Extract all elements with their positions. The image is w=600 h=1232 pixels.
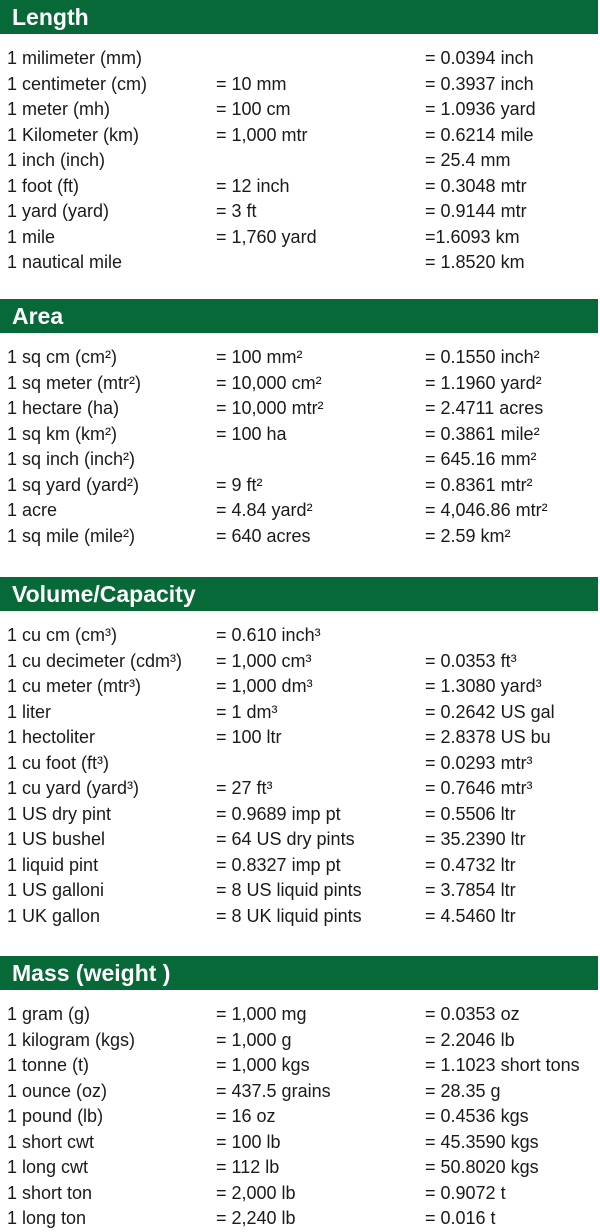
section-title: Mass (weight ) [0,956,598,990]
conversion-row [0,371,598,397]
conversion-list [0,345,598,549]
unit-equivalent: = 2,240 lb [216,1208,296,1228]
unit-conversion: = 3.7854 ltr [425,880,516,900]
unit-name: 1 UK gallon [7,905,101,926]
unit-equivalent: = 2,000 lb [216,1182,296,1203]
conversion-row [0,72,598,98]
unit-conversion: = 50.8020 kgs [425,1157,539,1177]
section-area [0,299,598,549]
conversion-row [0,853,598,879]
unit-equivalent: = 437.5 grains [216,1080,331,1101]
unit-equivalent: = 100 ltr [216,727,282,747]
conversion-row [0,1104,598,1130]
unit-conversion: = 45.3590 kgs [425,1131,539,1152]
unit-name: 1 cu yard (yard³) [7,778,140,798]
unit-conversion: = 0.5506 ltr [425,803,516,824]
unit-equivalent: = 27 ft³ [216,778,273,798]
unit-name: 1 milimeter (mm) [7,48,142,68]
unit-equivalent: = 12 inch [216,175,290,196]
conversion-row [0,447,598,473]
unit-name: 1 sq inch (inch²) [7,449,136,469]
unit-equivalent: = 100 mm² [216,347,303,367]
unit-conversion: = 0.4732 ltr [425,854,516,875]
conversion-list [0,1002,598,1232]
unit-conversion: = 25.4 mm [425,150,511,170]
unit-name: 1 sq mile (mile²) [7,525,136,546]
unit-equivalent: = 10,000 cm² [216,372,322,393]
conversion-row [0,1002,598,1028]
unit-equivalent: = 0.610 inch³ [216,625,321,645]
conversion-row [0,904,598,930]
unit-name: 1 cu meter (mtr³) [7,676,142,696]
unit-equivalent: = 1,000 mtr [216,124,308,145]
conversion-row [0,1028,598,1054]
unit-conversion: = 35.2390 ltr [425,829,526,849]
unit-equivalent: = 10,000 mtr² [216,398,324,418]
conversion-row [0,700,598,726]
section-length [0,0,598,276]
unit-name: 1 liquid pint [7,854,99,875]
unit-conversion: = 4.5460 ltr [425,905,516,926]
unit-conversion: = 0.0394 inch [425,48,534,68]
unit-conversion: = 0.9144 mtr [425,201,527,221]
unit-equivalent: = 10 mm [216,73,287,94]
unit-conversion: = 0.1550 inch² [425,347,540,367]
unit-conversion: = 0.9072 t [425,1182,506,1203]
unit-conversion: = 1.0936 yard [425,99,536,119]
unit-conversion: = 2.8378 US bu [425,727,551,747]
section-title: Length [0,0,598,34]
conversion-row [0,524,598,550]
unit-name: 1 cu decimeter (cdm³) [7,650,183,671]
unit-conversion: = 28.35 g [425,1080,501,1101]
unit-name: 1 sq cm (cm²) [7,347,117,367]
unit-conversion: = 0.0353 oz [425,1004,520,1024]
unit-equivalent: = 1,000 g [216,1029,292,1050]
unit-name: 1 hectoliter [7,727,96,747]
unit-conversion: = 0.4536 kgs [425,1106,529,1126]
unit-name: 1 US dry pint [7,803,112,824]
section-mass-weight [0,956,598,1232]
unit-equivalent: = 100 lb [216,1131,281,1152]
unit-equivalent: = 16 oz [216,1106,276,1126]
unit-name: 1 pound (lb) [7,1106,104,1126]
unit-name: 1 Kilometer (km) [7,124,140,145]
unit-name: 1 cu cm (cm³) [7,625,117,645]
unit-equivalent: = 8 US liquid pints [216,880,362,900]
unit-name: 1 short cwt [7,1131,95,1152]
conversion-row [0,250,598,276]
unit-equivalent: = 1,000 kgs [216,1055,310,1075]
unit-name: 1 tonne (t) [7,1055,90,1075]
unit-equivalent: = 0.8327 imp pt [216,854,341,875]
unit-conversion: = 2.2046 lb [425,1029,515,1050]
unit-conversion: = 2.4711 acres [425,398,544,418]
unit-equivalent: = 1 dm³ [216,701,278,722]
unit-equivalent: = 0.9689 imp pt [216,803,341,824]
unit-conversion: = 2.59 km² [425,525,511,546]
unit-name: 1 US bushel [7,829,106,849]
unit-equivalent: = 1,000 dm³ [216,676,313,696]
unit-conversion: = 4,046.86 mtr² [425,500,548,520]
unit-conversion: = 0.8361 mtr² [425,474,533,495]
conversion-row [0,649,598,675]
unit-name: 1 ounce (oz) [7,1080,108,1101]
conversion-row [0,1130,598,1156]
unit-equivalent: = 8 UK liquid pints [216,905,362,926]
unit-name: 1 liter [7,701,52,722]
conversion-row [0,827,598,853]
conversion-row [0,1155,598,1181]
conversion-row [0,725,598,751]
conversion-row [0,396,598,422]
unit-equivalent: = 100 cm [216,99,291,119]
unit-equivalent: = 640 acres [216,525,311,546]
unit-conversion: = 0.7646 mtr³ [425,778,533,798]
conversion-row [0,498,598,524]
unit-equivalent: = 100 ha [216,423,287,444]
unit-conversion: = 1.1960 yard² [425,372,542,393]
section-volume-capacity [0,577,598,929]
conversion-row [0,97,598,123]
conversion-row [0,1079,598,1105]
conversion-row [0,751,598,777]
unit-equivalent: = 64 US dry pints [216,829,355,849]
conversion-row [0,174,598,200]
conversion-row [0,473,598,499]
unit-conversion: = 0.3861 mile² [425,423,540,444]
section-title: Area [0,299,598,333]
unit-name: 1 acre [7,500,58,520]
conversion-row [0,123,598,149]
unit-name: 1 nautical mile [7,252,123,272]
unit-conversion: = 0.3937 inch [425,73,534,94]
conversion-row [0,225,598,251]
unit-equivalent: = 1,760 yard [216,226,317,247]
unit-equivalent: = 1,000 mg [216,1004,307,1024]
unit-name: 1 foot (ft) [7,175,80,196]
unit-name: 1 sq yard (yard²) [7,474,140,495]
conversion-row [0,674,598,700]
unit-name: 1 kilogram (kgs) [7,1029,136,1050]
conversion-row [0,1053,598,1079]
conversion-list [0,46,598,276]
conversion-row [0,148,598,174]
unit-conversion: = 1.1023 short tons [425,1055,580,1075]
unit-name: 1 sq km (km²) [7,423,117,444]
unit-name: 1 long ton [7,1208,87,1228]
unit-equivalent: = 1,000 cm³ [216,650,312,671]
unit-name: 1 hectare (ha) [7,398,120,418]
conversion-row [0,623,598,649]
unit-equivalent: = 9 ft² [216,474,263,495]
unit-name: 1 short ton [7,1182,93,1203]
conversion-row [0,46,598,72]
conversion-row [0,1206,598,1232]
unit-conversion: = 645.16 mm² [425,449,537,469]
unit-conversion: = 0.2642 US gal [425,701,555,722]
unit-name: 1 yard (yard) [7,201,110,221]
unit-name: 1 long cwt [7,1157,89,1177]
unit-name: 1 cu foot (ft³) [7,752,110,773]
unit-name: 1 centimeter (cm) [7,73,148,94]
conversion-row [0,1181,598,1207]
unit-conversion: = 0.0353 ft³ [425,650,517,671]
unit-name: 1 meter (mh) [7,99,111,119]
conversion-row [0,878,598,904]
conversion-row [0,802,598,828]
unit-conversion: =1.6093 km [425,226,520,247]
conversion-list [0,623,598,929]
unit-conversion: = 1.3080 yard³ [425,676,542,696]
unit-name: 1 sq meter (mtr²) [7,372,142,393]
unit-conversion: = 1.8520 km [425,252,525,272]
conversion-row [0,422,598,448]
conversion-row [0,345,598,371]
unit-conversion: = 0.016 t [425,1208,496,1228]
unit-equivalent: = 3 ft [216,201,257,221]
unit-name: 1 gram (g) [7,1004,91,1024]
unit-conversion: = 0.0293 mtr³ [425,752,533,773]
unit-equivalent: = 4.84 yard² [216,500,313,520]
unit-equivalent: = 112 lb [216,1157,280,1177]
unit-name: 1 inch (inch) [7,150,106,170]
unit-name: 1 US galloni [7,880,105,900]
section-title: Volume/Capacity [0,577,598,611]
conversion-row [0,776,598,802]
unit-conversion: = 0.6214 mile [425,124,534,145]
unit-name: 1 mile [7,226,56,247]
conversion-row [0,199,598,225]
unit-conversion: = 0.3048 mtr [425,175,527,196]
